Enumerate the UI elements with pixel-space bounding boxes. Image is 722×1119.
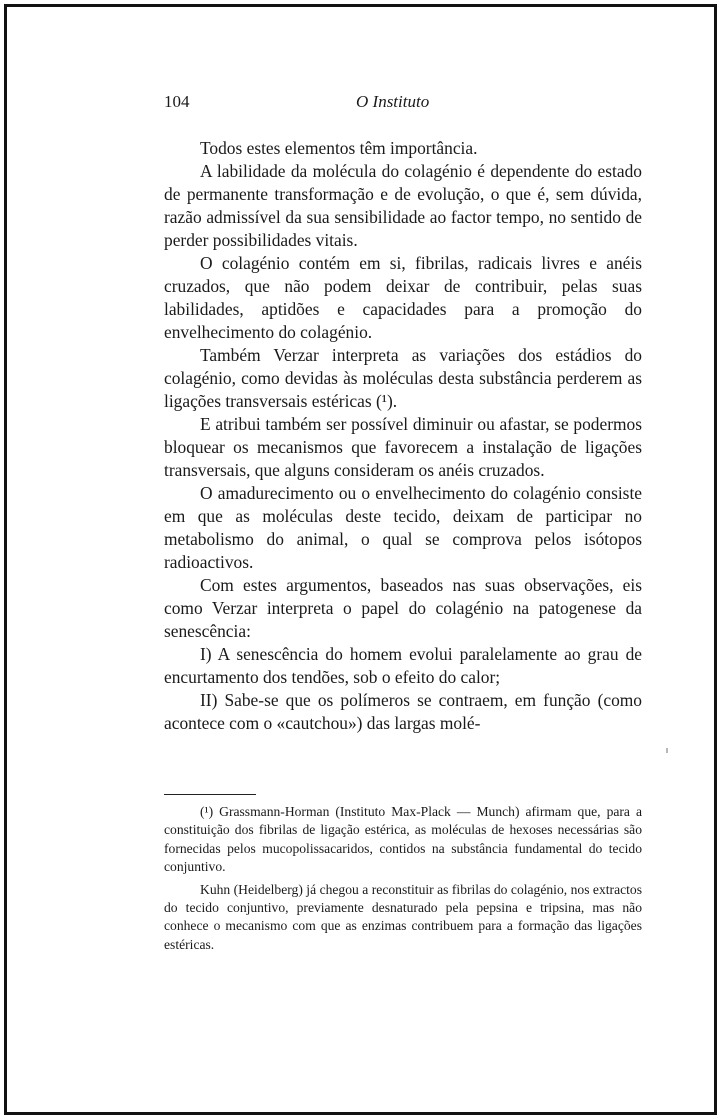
running-title: O Instituto xyxy=(356,92,430,111)
running-head xyxy=(164,92,642,114)
paragraph: Também Verzar interpreta as variações dos estádios do colagénio, como devidas às moléculas desta substância perderem as ligações transversais estéricas (¹). xyxy=(164,345,642,411)
paragraph: A labilidade da molécula do colagénio é dependente do estado de permanente transformação e de evolução, o que é, sem dúvida, razão admissível da sua sensibilidade ao factor tempo, no sentido de perder possibilidades vitais. xyxy=(164,161,642,250)
footnotes xyxy=(164,803,642,954)
footnote: (¹) Grassmann-Horman (Instituto Max-Plack — Munch) afirmam que, para a constituição dos fibrilas de ligação estérica, as moléculas de hexoses necessárias são fornecidas pelos mucopolissacaridos, contidos na substância fundamental do tecido conjuntivo. xyxy=(164,804,642,875)
paragraph: E atribui também ser possível diminuir ou afastar, se podermos bloquear os mecanismos que favorecem a instalação de ligações transversais, que alguns consideram os anéis cruzados. xyxy=(164,414,642,480)
page-number: 104 xyxy=(164,92,190,111)
paragraph: O colagénio contém em si, fibrilas, radicais livres e anéis cruzados, que não podem deixar de contribuir, pelas suas labilidades, aptidões e capacidades para a promoção do envelhecimento do colagénio. xyxy=(164,253,642,342)
paragraph: Todos estes elementos têm importância. xyxy=(200,138,478,158)
list-item-paragraph: I) A senescência do homem evolui paralelamente ao grau de encurtamento dos tendões, sob o efeito do calor; xyxy=(164,644,642,687)
body-text xyxy=(164,137,642,735)
paragraph: Com estes argumentos, baseados nas suas observações, eis como Verzar interpreta o papel do colagénio na patogenese da senescência: xyxy=(164,575,642,641)
footnote-divider xyxy=(164,794,256,795)
list-item-paragraph: II) Sabe-se que os polímeros se contraem, em função (como acontece com o «cautchou») das largas molé- xyxy=(164,690,642,733)
paragraph: O amadurecimento ou o envelhecimento do colagénio consiste em que as moléculas deste tecido, deixam de participar no metabolismo do animal, o qual se comprova pelos isótopos radioactivos. xyxy=(164,483,642,572)
footnote: Kuhn (Heidelberg) já chegou a reconstituir as fibrilas do colagénio, nos extractos do tecido conjuntivo, previamente desnaturado pela pepsina e tripsina, mas não conhece o mecanismo com que as enzimas contribuem para a formação das ligações estéricas. xyxy=(164,881,642,952)
scan-speck xyxy=(666,748,668,753)
